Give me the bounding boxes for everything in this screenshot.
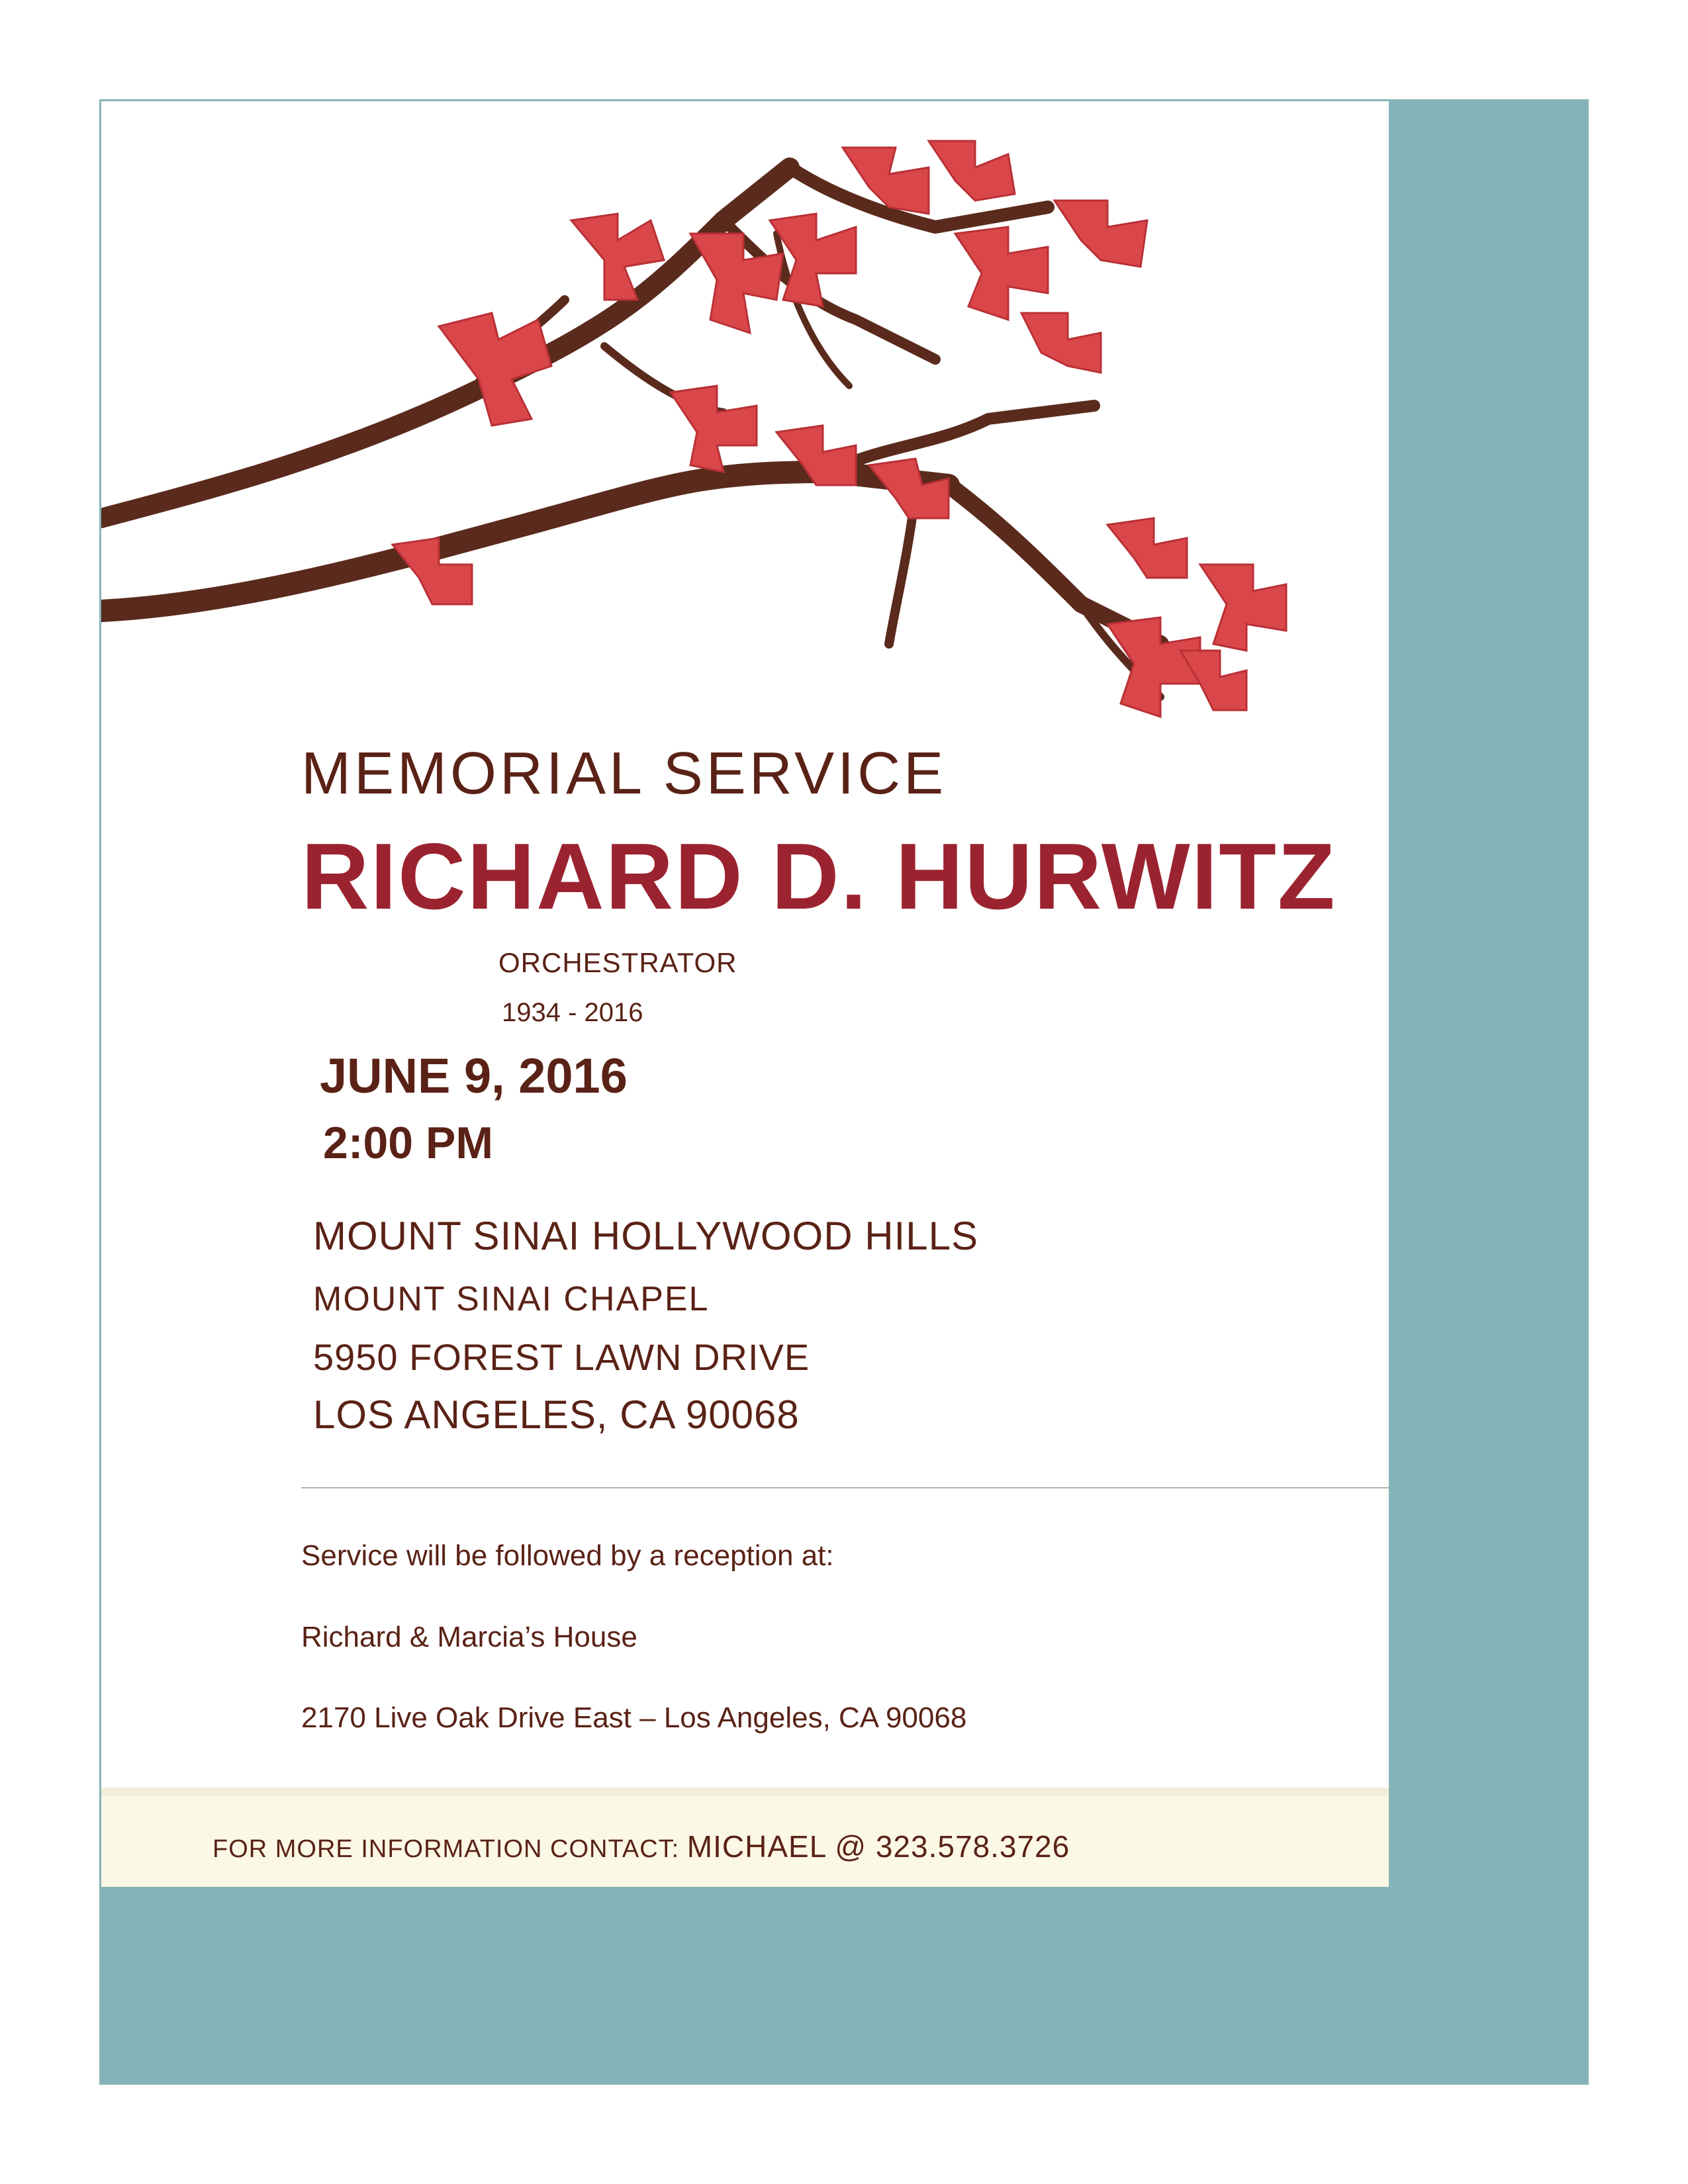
venue-city: LOS ANGELES, CA 90068 <box>313 1392 800 1437</box>
venue-chapel: MOUNT SINAI CHAPEL <box>313 1280 710 1318</box>
divider-line <box>301 1487 1389 1488</box>
footer-bar <box>101 1788 1389 1887</box>
reception-intro: Service will be followed by a reception at: <box>301 1539 834 1572</box>
venue-name: MOUNT SINAI HOLLYWOOD HILLS <box>313 1214 978 1258</box>
footer-label: FOR MORE INFORMATION CONTACT: <box>212 1835 680 1863</box>
blossoms <box>393 141 1286 717</box>
deceased-role: ORCHESTRATOR <box>498 947 737 978</box>
footer-contact-line <box>212 1829 1070 1864</box>
venue-street: 5950 FOREST LAWN DRIVE <box>313 1336 810 1378</box>
service-time: 2:00 PM <box>323 1118 493 1168</box>
deceased-name: RICHARD D. HURWITZ <box>301 824 1336 929</box>
flyer-card <box>101 101 1389 1887</box>
cherry-blossom-branch-image <box>101 101 1389 796</box>
life-years: 1934 - 2016 <box>502 998 643 1027</box>
reception-address: 2170 Live Oak Drive East – Los Angeles, CA 90068 <box>301 1702 967 1734</box>
footer-contact: MICHAEL @ 323.578.3726 <box>686 1829 1070 1864</box>
service-date: JUNE 9, 2016 <box>320 1048 628 1103</box>
reception-host: Richard & Marcia’s House <box>301 1621 637 1653</box>
heading-memorial-service: MEMORIAL SERVICE <box>301 741 947 807</box>
